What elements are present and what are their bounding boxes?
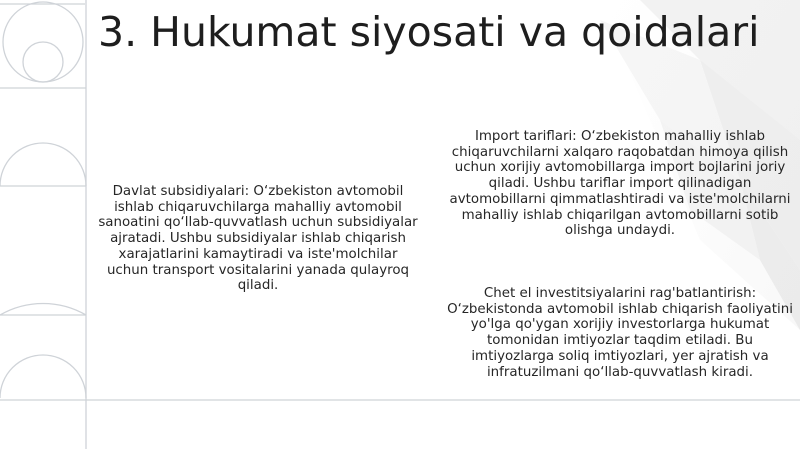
tariffs-paragraph: Import tariflari: O‘zbekiston mahalliy ishlab chiqaruvchilarni xalqaro raqobatdan himoya qilish uchun xorijiy avtomobillarga import bojlarini joriy qiladi. Ushbu tariflar import qilinadigan avtomobillarni qimmatlashtiradi va iste'molchilarni mahalliy ishlab chiqarilgan avtomobillarni sotib olishga undaydi. (449, 129, 791, 239)
slide-title: 3. Hukumat siyosati va qoidalari (98, 8, 760, 56)
subsidies-paragraph: Davlat subsidiyalari: O‘zbekiston avtomobil ishlab chiqaruvchilarga mahalliy avtomobil sanoatini qo‘llab-quvvatlash uchun subsidiyalar ajratadi. Ushbu subsidiyalar ishlab chiqarish xarajatlarini kamaytiradi va iste'molchilar uchun transport vositalarini yanada qulayroq qiladi. (98, 184, 418, 294)
foreign-investment-paragraph: Chet el investitsiyalarini rag'batlantirish: O‘zbekistonda avtomobil ishlab chiqarish faoliyatini yo'lga qo'ygan xorijiy investorlarga hukumat tomonidan imtiyozlar taqdim etiladi. Bu imtiyozlarga soliq imtiyozlari, yer ajratish va infratuzilmani qo‘llab-quvvatlash kiradi. (447, 286, 793, 380)
